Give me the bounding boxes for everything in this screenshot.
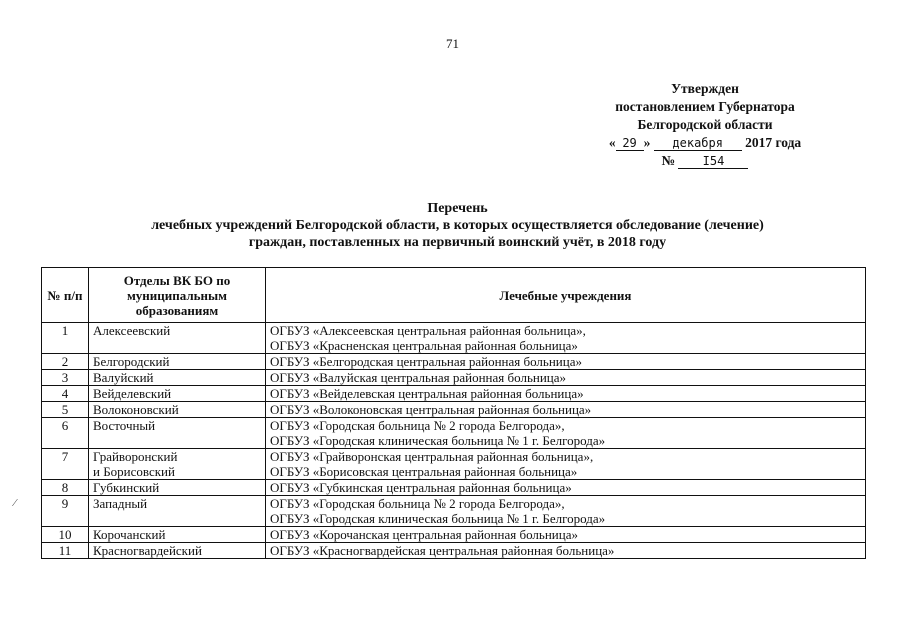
number-label: №	[661, 153, 676, 168]
row-number: 10	[42, 527, 89, 543]
table-row	[42, 527, 866, 543]
row-institutions	[266, 354, 866, 370]
row-number: 11	[42, 543, 89, 559]
row-department	[89, 386, 266, 402]
department-line: Валуйский	[93, 370, 154, 385]
table-row	[42, 402, 866, 418]
row-institutions	[266, 386, 866, 402]
date-close-quote: »	[643, 135, 651, 150]
row-institutions	[266, 480, 866, 496]
table-row	[42, 449, 866, 480]
header-department	[89, 268, 266, 323]
department-line: Вейделевский	[93, 386, 172, 401]
row-department	[89, 370, 266, 386]
row-institutions	[266, 370, 866, 386]
header-institutions: Лечебные учреждения	[266, 268, 866, 323]
table-row	[42, 496, 866, 527]
document-title	[90, 200, 825, 251]
row-institutions	[266, 496, 866, 527]
institution-line: ОГБУЗ «Губкинская центральная районная больница»	[270, 480, 572, 495]
stray-mark: ⁄	[14, 497, 16, 509]
header-department-line: муниципальным	[126, 287, 228, 303]
institution-line: ОГБУЗ «Красногвардейская центральная районная больница»	[270, 543, 615, 558]
institution-line: ОГБУЗ «Белгородская центральная районная больница»	[270, 354, 582, 369]
table-row	[42, 370, 866, 386]
approval-block	[560, 80, 850, 170]
institution-line: ОГБУЗ «Городская клиническая больница № 1 г. Белгорода»	[270, 433, 606, 448]
table-body	[42, 323, 866, 559]
table-row	[42, 386, 866, 402]
row-department	[89, 543, 266, 559]
header-department-line: Отделы ВК БО по	[123, 272, 231, 288]
date-open-quote: «	[608, 135, 616, 150]
table-row	[42, 418, 866, 449]
row-department	[89, 527, 266, 543]
row-institutions	[266, 323, 866, 354]
department-line: Белгородский	[93, 354, 170, 369]
title-line-2: лечебных учреждений Белгородской области, в которых осуществляется обследование (лечение)	[151, 218, 764, 233]
institution-line: ОГБУЗ «Валуйская центральная районная больница»	[270, 370, 567, 385]
department-line: Западный	[93, 496, 148, 511]
institution-line: ОГБУЗ «Волоконовская центральная районная больница»	[270, 402, 592, 417]
row-institutions	[266, 527, 866, 543]
row-institutions	[266, 449, 866, 480]
approval-line-region: Белгородской области	[637, 117, 773, 132]
row-department	[89, 496, 266, 527]
institution-line: ОГБУЗ «Городская больница № 2 города Белгорода»,	[270, 496, 565, 511]
row-number: 5	[42, 402, 89, 418]
institution-line: ОГБУЗ «Вейделевская центральная районная больница»	[270, 386, 584, 401]
institution-line: ОГБУЗ «Городская клиническая больница № 1 г. Белгорода»	[270, 511, 606, 526]
header-department-line: образованиям	[135, 302, 219, 318]
department-line: и Борисовский	[93, 464, 175, 479]
approval-line-resolution: постановлением Губернатора	[615, 99, 795, 114]
row-number: 6	[42, 418, 89, 449]
table-row	[42, 354, 866, 370]
header-number: № п/п	[42, 268, 89, 323]
table-row	[42, 480, 866, 496]
department-line: Красногвардейский	[93, 543, 202, 558]
row-department	[89, 402, 266, 418]
table-header-row	[42, 268, 866, 323]
table-row	[42, 543, 866, 559]
title-line-3: граждан, поставленных на первичный воинский учёт, в 2018 году	[248, 235, 667, 250]
department-line: Восточный	[93, 418, 156, 433]
row-number: 8	[42, 480, 89, 496]
department-line: Губкинский	[93, 480, 160, 495]
institution-line: ОГБУЗ «Городская больница № 2 города Белгорода»,	[270, 418, 565, 433]
department-line: Грайворонский	[93, 449, 178, 464]
row-department	[89, 418, 266, 449]
institutions-table	[41, 267, 866, 559]
approval-date	[560, 134, 850, 152]
institution-line: ОГБУЗ «Алексеевская центральная районная больница»,	[270, 323, 586, 338]
row-number: 7	[42, 449, 89, 480]
row-institutions	[266, 543, 866, 559]
institution-line: ОГБУЗ «Борисовская центральная районная больница»	[270, 464, 578, 479]
date-year: 2017 года	[745, 135, 802, 150]
row-department	[89, 480, 266, 496]
institution-line: ОГБУЗ «Красненская центральная районная больница»	[270, 338, 578, 353]
approval-number	[560, 152, 850, 170]
approval-line-approved: Утвержден	[671, 81, 739, 96]
page-number: 71	[446, 36, 459, 51]
number-value: I54	[678, 154, 748, 169]
row-number: 9	[42, 496, 89, 527]
date-day: 29	[616, 136, 644, 151]
title-line-1: Перечень	[427, 201, 488, 216]
row-number: 4	[42, 386, 89, 402]
row-department	[89, 354, 266, 370]
row-institutions	[266, 418, 866, 449]
table-row	[42, 323, 866, 354]
row-department	[89, 449, 266, 480]
department-line: Волоконовский	[93, 402, 179, 417]
row-department	[89, 323, 266, 354]
institution-line: ОГБУЗ «Грайворонская центральная районная больница»,	[270, 449, 594, 464]
row-number: 1	[42, 323, 89, 354]
date-month: декабря	[654, 136, 742, 151]
row-number: 3	[42, 370, 89, 386]
institution-line: ОГБУЗ «Корочанская центральная районная больница»	[270, 527, 578, 542]
department-line: Алексеевский	[93, 323, 171, 338]
department-line: Корочанский	[93, 527, 166, 542]
row-number: 2	[42, 354, 89, 370]
row-institutions	[266, 402, 866, 418]
